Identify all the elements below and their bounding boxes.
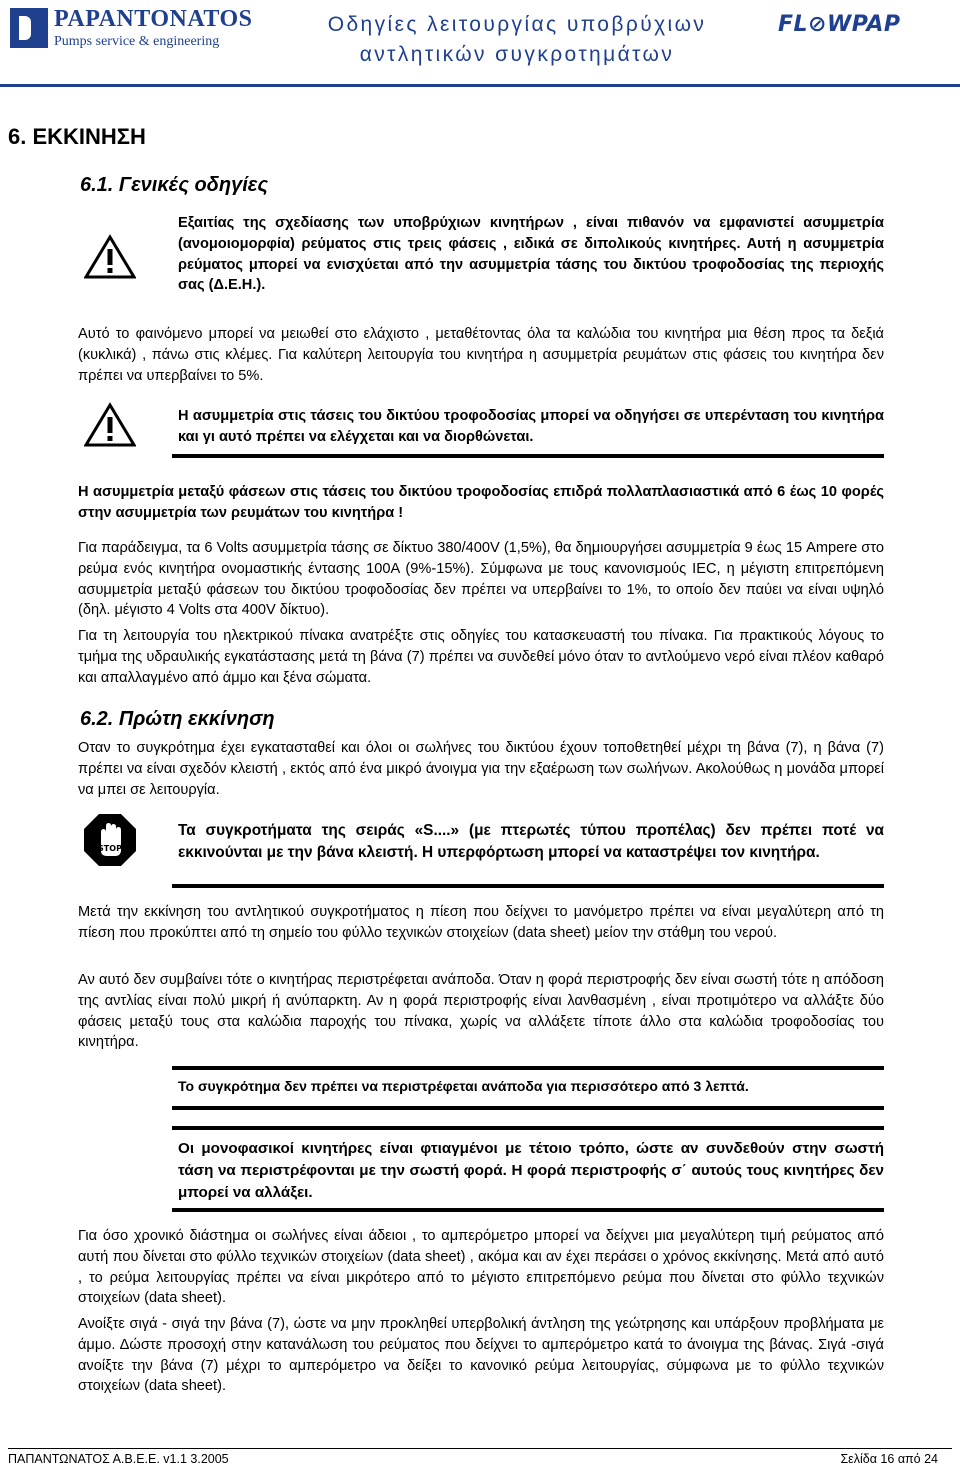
note-single-phase: Οι μονοφασικοί κινητήρες είναι φτιαγμένοι με τέτοιο τρόπο, ώστε αν συνδεθούν στην σωστή τάση να περιστρέφονται με την σωστή φορά. Η φορά περιστροφής σ΄ αυτούς τους κινητήρες δεν μπορεί να αλλάξει. xyxy=(178,1140,884,1201)
papantonatos-logo xyxy=(10,6,270,52)
page-header xyxy=(0,0,960,92)
stop-hand-icon xyxy=(82,812,138,868)
footer-page-number: Σελίδα 16 από 24 xyxy=(840,1452,938,1466)
paragraph-control-panel: Για τη λειτουργία του ηλεκτρικού πίνακα ανατρέξτε στις οδηγίες του κατασκευαστή του πίνακα. Για πρακτικούς λόγους το τμήμα της υδραυλικής εγκατάστασης μετά τη βάνα (7) πρέπει να συνδεθεί μόνο όταν το αντλούμενο νερό είναι πλέον καθαρό και απαλλαγμένο από άμμο και ξένα σώματα. xyxy=(78,628,884,686)
paragraph-multiplier: Η ασυμμετρία μεταξύ φάσεων στις τάσεις του δικτύου τροφοδοσίας επιδρά πολλαπλασιαστικά από 6 έως 10 φορές στην ασυμμετρία των ρευμάτων του κινητήρα ! xyxy=(78,484,884,521)
header-divider xyxy=(0,84,960,87)
note-top-rule xyxy=(172,1066,884,1070)
paragraph-rotation-direction: Αν αυτό δεν συμβαίνει τότε ο κινητήρας περιστρέφεται ανάποδα. Όταν η φορά περιστροφής δεν είναι σωστή τότε η απόδοση της αντλίας είναι πολύ μικρή ή ανύπαρκτη. Αν η φορά περιστροφής είναι λανθασμένη , είναι προτιμότερο να αλλάξτε δύο φάσεις μεταξύ τους στα καλώδια παροχής του πίνακα, χωρίς να αλλάξετε τίποτε άλλο στα καλώδια τροφοδοσίας του κινητήρα. xyxy=(78,972,884,1051)
note-bottom-rule xyxy=(172,1106,884,1110)
stop-warning-paragraph: Τα συγκροτήματα της σειράς «S....» (με πτερωτές τύπου προπέλας) δεν πρέπει ποτέ να εκκινούνται με την βάνα κλειστή. Η υπερφόρτωση μπορεί να καταστρέψει τον κινητήρα. xyxy=(178,822,884,861)
stop-warning-underline xyxy=(172,884,884,888)
company-tagline: Pumps service & engineering xyxy=(54,34,220,49)
flowpap-logo: FL⊘WPAP xyxy=(778,12,901,37)
warning-underline xyxy=(172,454,884,458)
document-title xyxy=(282,10,752,70)
warning-paragraph-asymmetry: Εξαιτίας της σχεδίασης των υποβρύχιων κινητήρων , είναι πιθανόν να εμφανιστεί ασυμμετρία (ανομοιομορφία) ρεύματος στις τρεις φάσεις , ειδικά σε διπολικούς κινητήρες. Αυτή η ασυμμετρία ρεύματος μπορεί να ενισχύεται από την ασυμμετρία τάσης του δικτύου τροφοδοσίας της περιοχής σας (Δ.Ε.Η.). xyxy=(178,215,884,294)
stop-sign-label: STOP xyxy=(98,844,122,853)
footer-company-version: ΠΑΠΑΝΤΩΝΑΤΟΣ Α.Β.Ε.Ε. v1.1 3.2005 xyxy=(8,1452,229,1466)
paragraph-ammeter: Για όσο χρονικό διάστημα οι σωλήνες είναι άδειοι , το αμπερόμετρο μπορεί να δείχνει μια μεγαλύτερη τιμή ρεύματος από αυτή που δίνεται στο φύλλο τεχνικών στοιχείων (data sheet) , ακόμα και αν έχει περάσει ο χρόνος εκκίνησης. Μετά από αυτό , το ρεύμα λειτουργίας πρέπει να είναι μικρότερο από το μέγιστο επιτρεπόμενο ρεύμα που δίνεται στο φύλλο τεχνικών στοιχείων (data sheet). xyxy=(78,1228,884,1307)
paragraph-cable-rotation: Αυτό το φαινόμενο μπορεί να μειωθεί στο ελάχιστο , μεταθέτοντας όλα τα καλώδια του κινητήρα μια θέση προς τα δεξιά (κυκλικά) , πάνω στις κλέμες. Για καλύτερη λειτουργία του κινητήρα η ασυμμετρία ρευμάτων στις φάσεις του κινητήρα δεν πρέπει να υπερβαίνει το 5%. xyxy=(78,326,884,384)
warning-triangle-icon xyxy=(84,402,136,448)
company-mark-icon xyxy=(10,8,48,48)
paragraph-valve-opening: Ανοίξτε σιγά - σιγά την βάνα (7), ώστε να μην προκληθεί υπερβολική άντληση της γεώτρησης και υπάρξουν προβλήματα με άμμο. Δώστε προσοχή στην κατανάλωση του ρεύματος που δείχνει το αμπερόμετρο κατά το άνοιγμα της βάνας. Σιγά -σιγά ανοίξτε την βάνα (7) μέχρι το αμπερόμετρο να δείξει το κανονικό ρεύμα λειτουργίας, σύμφωνα με το φύλλο τεχνικών στοιχείων (data sheet). xyxy=(78,1316,884,1395)
company-name: PAPANTONATOS xyxy=(54,6,253,32)
section-heading: 6. ΕΚΚΙΝΗΣΗ xyxy=(8,124,146,149)
paragraph-first-start: Οταν το συγκρότημα έχει εγκατασταθεί και όλοι οι σωλήνες του δικτύου έχουν τοποθετηθεί μέχρι τη βάνα (7), η βάνα (7) πρέπει να είναι σχεδόν κλειστή , εκτός από ένα μικρό άνοιγμα για την εξαέρωση των σωλήνων. Ακολούθως η μονάδα μπορεί να μπει σε λειτουργία. xyxy=(78,740,884,798)
note-reverse-rotation: Το συγκρότημα δεν πρέπει να περιστρέφεται ανάποδα για περισσότερο από 3 λεπτά. xyxy=(178,1078,749,1094)
subsection-heading-6-2: 6.2. Πρώτη εκκίνηση xyxy=(80,708,275,730)
paragraph-example: Για παράδειγμα, τα 6 Volts ασυμμετρία τάσης σε δίκτυο 380/400V (1,5%), θα δημιουργήσει ασυμμετρία 9 έως 15 Ampere στο ρεύμα ενός κινητήρα ονομαστικής έντασης 100A (9%-15%). Σύμφωνα με τους κανονισμούς IEC, η μέγιστη επιτρεπόμενη ασυμμετρία μεταξύ φάσεων του δικτύου τροφοδοσίας δεν πρέπει να υπερβαίνει το 1%, το οποίο δεν παύει να είναι υψηλό (δηλ. μέγιστο 4 Volts στα 400V δίκτυο). xyxy=(78,540,884,619)
warning-paragraph-overcurrent: Η ασυμμετρία στις τάσεις του δικτύου τροφοδοσίας μπορεί να οδηγήσει σε υπερένταση του κινητήρα και γι αυτό πρέπει να ελέγχεται και να διορθώνεται. xyxy=(178,408,884,445)
document-title-line2: αντλητικών συγκροτημάτων xyxy=(359,43,675,66)
subsection-heading-6-1: 6.1. Γενικές οδηγίες xyxy=(80,174,268,196)
footer-divider xyxy=(8,1448,952,1449)
paragraph-pressure-check: Μετά την εκκίνηση του αντλητικού συγκροτήματος η πίεση που δείχνει το μανόμετρο πρέπει να είναι μεγαλύτερη από τη πίεση που προκύπτει από τη σημείο του φύλλο τεχνικών στοιχείων (data sheet) μείον την στάθμη του νερού. xyxy=(78,904,884,941)
note2-bottom-rule xyxy=(172,1208,884,1212)
note2-top-rule xyxy=(172,1126,884,1130)
document-title-line1: Οδηγίες λειτουργίας υποβρύχιων xyxy=(327,13,707,36)
warning-triangle-icon xyxy=(84,234,136,280)
